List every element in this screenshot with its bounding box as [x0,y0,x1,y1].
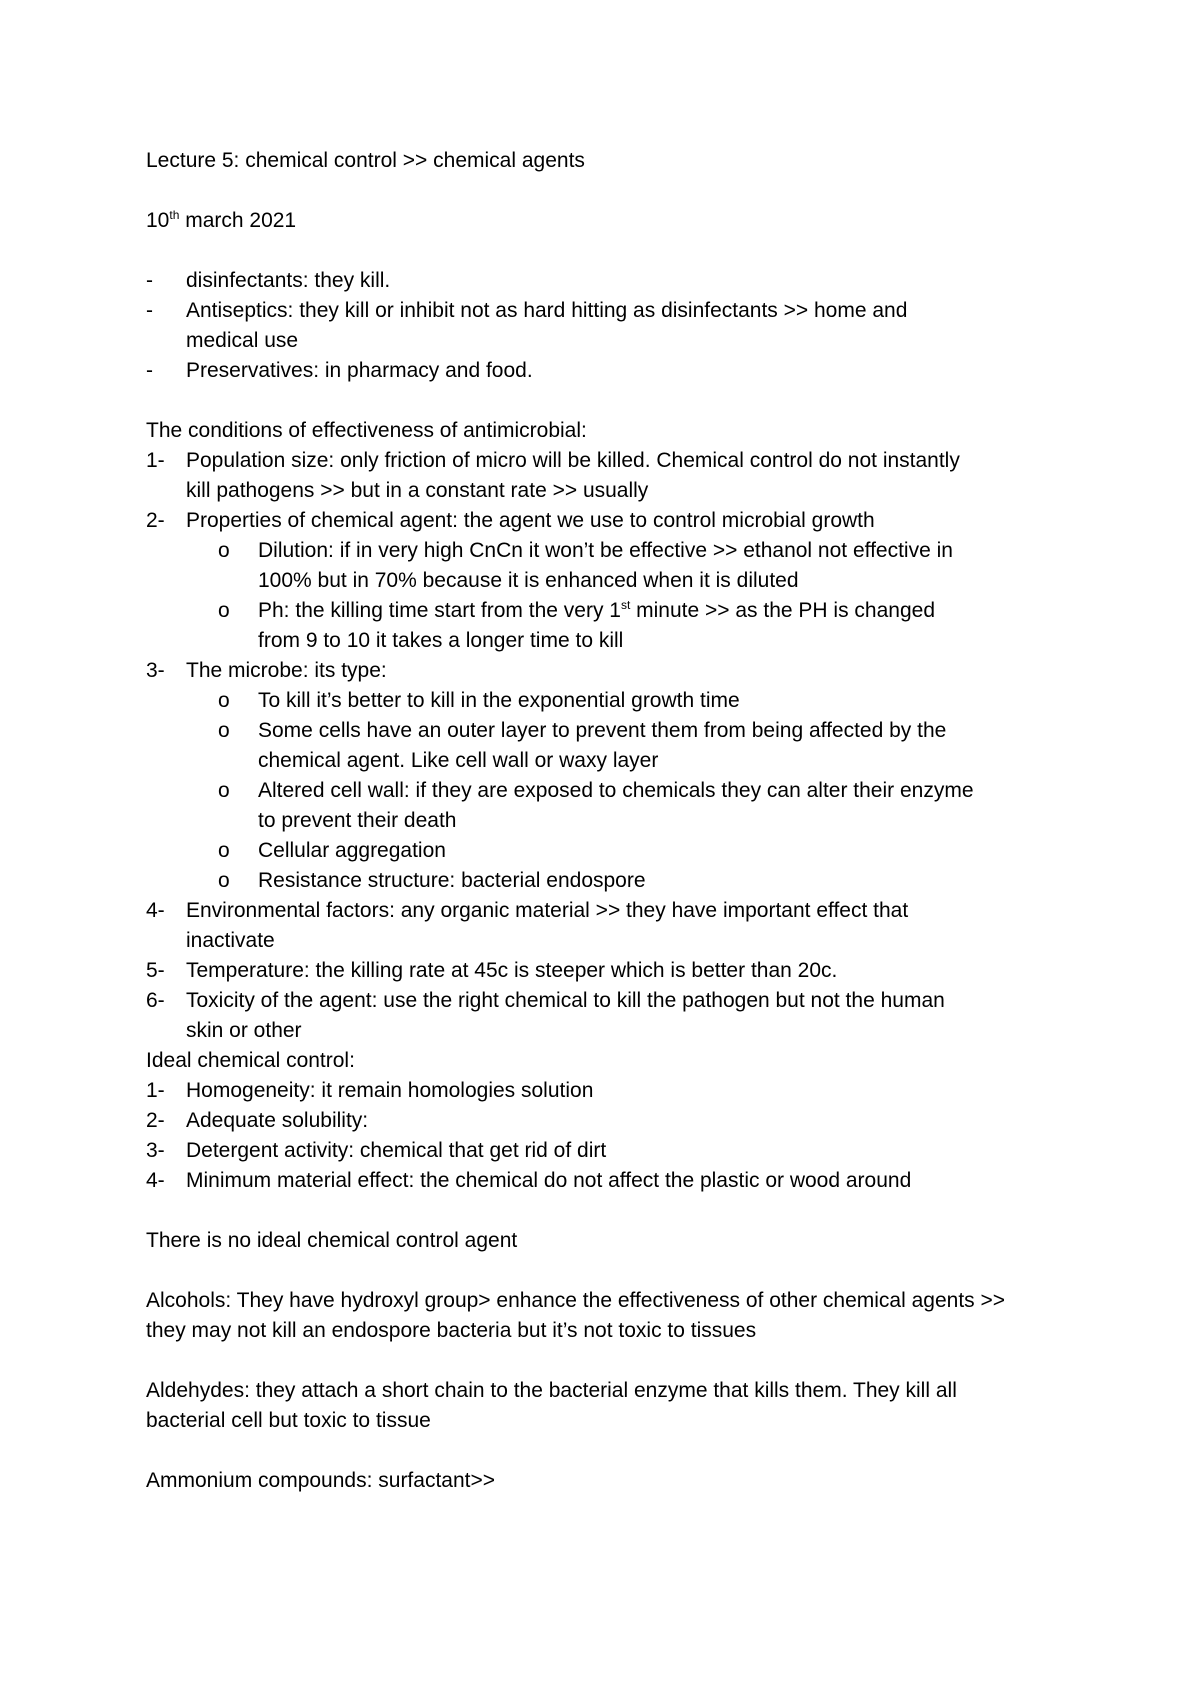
list-item-text: Temperature: the killing rate at 45c is steeper which is better than 20c. [186,959,838,982]
list-item-text: inactivate [186,929,275,952]
list-item [146,1166,1080,1196]
bullet-marker: o [218,779,230,802]
number-marker: 6- [146,989,165,1012]
list-item-text: Resistance structure: bacterial endospore [258,869,646,892]
list-item [146,1076,1080,1106]
list-item-text: to prevent their death [258,809,457,832]
bullet-marker: o [218,869,230,892]
list-item [146,956,1080,986]
conditions-heading: The conditions of effectiveness of antimicrobial: [146,419,587,442]
number-marker: 1- [146,1079,165,1102]
number-marker: 4- [146,899,165,922]
alcohols-paragraph-line: they may not kill an endospore bacteria but it’s not toxic to tissues [146,1319,757,1342]
list-item [146,446,1080,476]
list-item-text: 100% but in 70% because it is enhanced when it is diluted [258,569,799,592]
list-item-text: Adequate solubility: [186,1109,369,1132]
sub-list-item [146,686,1080,716]
list-item-text: disinfectants: they kill. [186,269,391,292]
sub-list-item-continuation [146,806,1080,836]
list-item-continuation [146,1016,1080,1046]
list-item-text: Minimum material effect: the chemical do not affect the plastic or wood around [186,1169,912,1192]
sub-list-item [146,776,1080,806]
list-item-text: Some cells have an outer layer to prevent them from being affected by the [258,719,947,742]
number-marker: 3- [146,1139,165,1162]
list-item [146,506,1080,536]
list-item-text: chemical agent. Like cell wall or waxy layer [258,749,659,772]
number-marker: 1- [146,449,165,472]
ideal-heading: Ideal chemical control: [146,1049,355,1072]
bullet-marker: o [218,599,230,622]
ph-text-start: Ph: the killing time start from the very 1 [258,599,621,622]
bullet-marker: o [218,689,230,712]
list-item-text: Toxicity of the agent: use the right chemical to kill the pathogen but not the human [186,989,945,1012]
list-item-text: Population size: only friction of micro will be killed. Chemical control do not instantly [186,449,960,472]
bullet-marker: o [218,719,230,742]
ph-ordinal-suffix: st [620,598,631,612]
list-item-text: To kill it’s better to kill in the exponential growth time [258,689,740,712]
list-item-text [258,596,1080,626]
aldehydes-paragraph-line: bacterial cell but toxic to tissue [146,1409,431,1432]
list-item-text: skin or other [186,1019,302,1042]
number-marker: 5- [146,959,165,982]
list-item-continuation [146,476,1080,506]
bullet-marker: o [218,539,230,562]
sub-list-item [146,836,1080,866]
sub-list-item [146,866,1080,896]
list-item-text: from 9 to 10 it takes a longer time to kill [258,629,624,652]
list-item [146,1106,1080,1136]
date-suffix: th [169,208,180,222]
list-item [146,896,1080,926]
date-day: 10 [146,209,170,232]
list-item-text: Preservatives: in pharmacy and food. [186,359,533,382]
list-item-text: Cellular aggregation [258,839,446,862]
list-item-continuation [146,326,1080,356]
list-item-text: Antiseptics: they kill or inhibit not as hard hitting as disinfectants >> home and [186,299,908,322]
bullet-marker: o [218,839,230,862]
number-marker: 2- [146,509,165,532]
ph-text-end: minute >> as the PH is changed [630,599,935,622]
list-item-text: Homogeneity: it remain homologies solution [186,1079,594,1102]
sub-list-item-continuation [146,626,1080,656]
dash-marker: - [146,269,153,292]
number-marker: 2- [146,1109,165,1132]
dash-marker: - [146,359,153,382]
lecture-date [146,206,1080,236]
sub-list-item [146,716,1080,746]
list-item-text: Altered cell wall: if they are exposed to chemicals they can alter their enzyme [258,779,974,802]
list-item-text: Detergent activity: chemical that get rid of dirt [186,1139,607,1162]
number-marker: 4- [146,1169,165,1192]
list-item-text: medical use [186,329,299,352]
sub-list-item-continuation [146,566,1080,596]
no-ideal-statement: There is no ideal chemical control agent [146,1229,518,1252]
list-item [146,266,1080,296]
sub-list-item [146,596,1080,626]
aldehydes-paragraph-line: Aldehydes: they attach a short chain to the bacterial enzyme that kills them. They kill all [146,1379,957,1402]
sub-list-item [146,536,1080,566]
date-rest: march 2021 [179,209,297,232]
list-item-text: Dilution: if in very high CnCn it won’t be effective >> ethanol not effective in [258,539,953,562]
list-item-text: kill pathogens >> but in a constant rate >> usually [186,479,649,502]
list-item [146,296,1080,326]
ammonium-paragraph: Ammonium compounds: surfactant>> [146,1469,496,1492]
lecture-title: Lecture 5: chemical control >> chemical agents [146,149,585,172]
list-item-text: Properties of chemical agent: the agent we use to control microbial growth [186,509,875,532]
alcohols-paragraph-line: Alcohols: They have hydroxyl group> enhance the effectiveness of other chemical agents >> [146,1289,1006,1312]
dash-marker: - [146,299,153,322]
number-marker: 3- [146,659,165,682]
list-item-text: Environmental factors: any organic material >> they have important effect that [186,899,909,922]
list-item [146,656,1080,686]
sub-list-item-continuation [146,746,1080,776]
list-item-text: The microbe: its type: [186,659,387,682]
list-item [146,356,1080,386]
list-item-continuation [146,926,1080,956]
list-item [146,986,1080,1016]
list-item [146,1136,1080,1166]
